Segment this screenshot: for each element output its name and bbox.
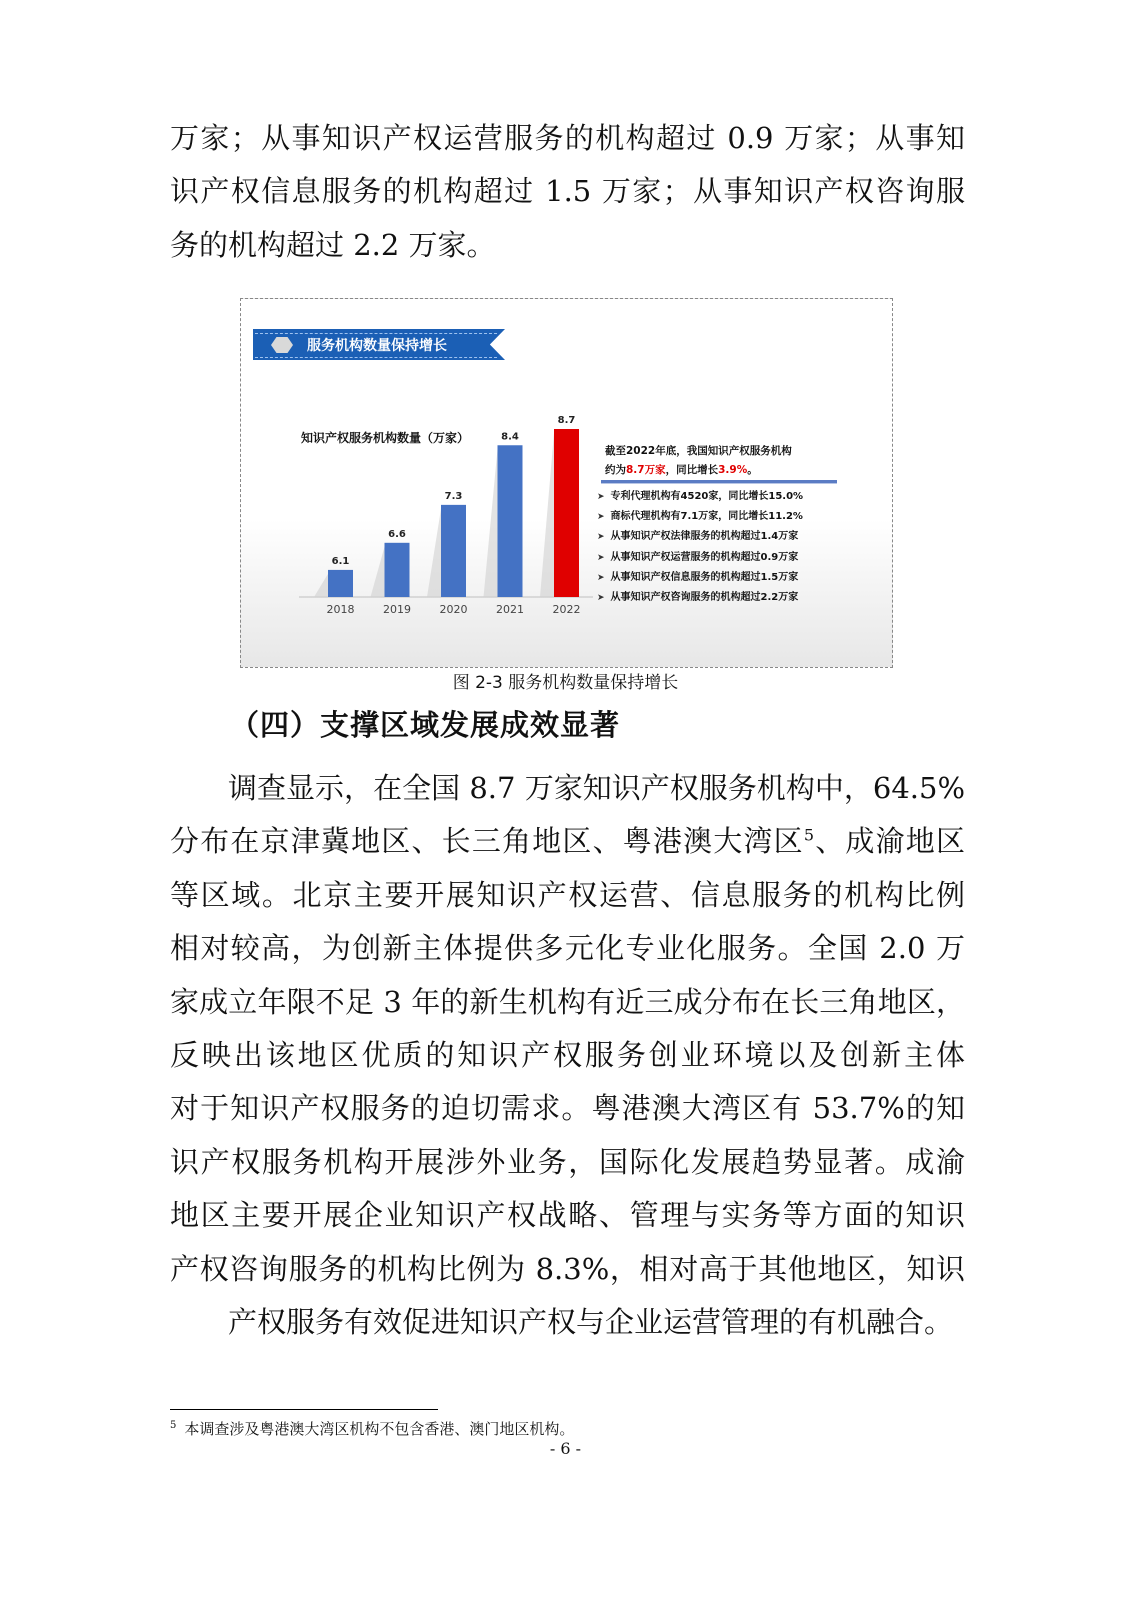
footnote-divider xyxy=(170,1409,438,1410)
text-segment: 、成渝地区 xyxy=(814,824,965,859)
text-line xyxy=(170,824,965,858)
summary-divider xyxy=(601,480,837,484)
list-item xyxy=(597,568,803,588)
data-label: 8.4 xyxy=(501,431,519,443)
list-item-text: 从事知识产权法律服务的机构超过1.4万家 xyxy=(610,531,799,543)
footnote-number: 5 xyxy=(170,1420,177,1431)
banner-title: 服务机构数量保持增长 xyxy=(307,338,447,354)
x-tick-label: 2022 xyxy=(552,603,581,616)
figure-chart-panel xyxy=(240,298,893,668)
list-item-text: 从事知识产权信息服务的机构超过1.5万家 xyxy=(610,571,799,583)
text-line: 对于知识产权服务的迫切需求。粤港澳大湾区有 53.7%的知 xyxy=(170,1091,965,1126)
list-item xyxy=(597,588,803,608)
footnote xyxy=(170,1418,574,1439)
text-line: 反映出该地区优质的知识产权服务创业环境以及创新主体 xyxy=(170,1038,965,1073)
data-label: 8.7 xyxy=(557,415,576,426)
list-item-text: 从事知识产权运营服务的机构超过0.9万家 xyxy=(610,551,799,563)
text-line-last: 务的机构超过 2.2 万家。 xyxy=(170,227,496,262)
arrow-bullet-icon: ➤ xyxy=(597,593,605,604)
text-line: 等区域。北京主要开展知识产权运营、信息服务的机构比例 xyxy=(170,877,965,912)
data-label: 7.3 xyxy=(444,490,463,502)
text-line: 万家；从事知识产权运营服务的机构超过 0.9 万家；从事知 xyxy=(170,121,965,155)
footnote-reference[interactable]: 5 xyxy=(803,825,815,845)
summary-text-b: ，同比增长 xyxy=(665,464,719,476)
bar-2021 xyxy=(498,445,523,597)
paragraph-regional xyxy=(170,762,965,1349)
summary-highlight-count: 8.7万家 xyxy=(626,464,666,476)
summary-highlight-growth: 3.9% xyxy=(718,464,748,476)
arrow-bullet-icon: ➤ xyxy=(597,552,605,563)
page-number: - 6 - xyxy=(549,1439,582,1458)
x-tick-label: 2021 xyxy=(496,603,524,616)
bar-shadow xyxy=(371,547,385,597)
text-line: 地区主要开展企业知识产权战略、管理与实务等方面的知识 xyxy=(170,1198,965,1233)
summary-line-2 xyxy=(605,461,855,480)
section-heading: （四）支撑区域发展成效显著 xyxy=(230,708,621,742)
footnote-text: 本调查涉及粤港澳大湾区机构不包含香港、澳门地区机构。 xyxy=(184,1420,575,1438)
arrow-bullet-icon: ➤ xyxy=(597,572,605,583)
arrow-bullet-icon: ➤ xyxy=(597,512,605,523)
arrow-bullet-icon: ➤ xyxy=(597,532,605,543)
text-line: 家成立年限不足 3 年的新生机构有近三成分布在长三角地区， xyxy=(170,984,965,1019)
bullet-list xyxy=(597,487,803,608)
bar-shadow xyxy=(484,449,498,597)
text-line: 识产权信息服务的机构超过 1.5 万家；从事知识产权咨询服 xyxy=(170,174,965,209)
bar-shadow xyxy=(314,574,328,597)
chart-title: 知识产权服务机构数量（万家） xyxy=(301,431,470,445)
bar-2022 xyxy=(554,429,579,597)
list-item xyxy=(597,507,803,527)
bar-2019 xyxy=(385,543,410,597)
x-tick-label: 2019 xyxy=(383,603,411,616)
data-label: 6.1 xyxy=(331,555,350,567)
bar-shadow xyxy=(427,509,441,597)
x-tick-label: 2018 xyxy=(326,603,355,616)
arrow-bullet-icon: ➤ xyxy=(597,492,605,502)
bar-shadow xyxy=(540,433,554,597)
data-label: 6.6 xyxy=(388,528,406,540)
summary-line-1: 截至2022年底，我国知识产权服务机构 xyxy=(605,445,792,457)
summary-text-c: 。 xyxy=(747,464,758,476)
text-line: 识产权服务机构开展涉外业务，国际化发展趋势显著。成渝 xyxy=(170,1144,965,1179)
list-item-text: 从事知识产权咨询服务的机构超过2.2万家 xyxy=(610,592,799,604)
bar-2020 xyxy=(441,505,466,597)
x-tick-label: 2020 xyxy=(439,603,468,616)
list-item-text: 商标代理机构有7.1万家，同比增长11.2% xyxy=(610,511,803,523)
list-item xyxy=(597,548,803,568)
text-line-last: 产权服务有效促进知识产权与企业运营管理的有机融合。 xyxy=(228,1305,954,1340)
text-line: 产权咨询服务的机构比例为 8.3%，相对高于其他地区，知识 xyxy=(170,1251,965,1286)
list-item-text: 专利代理机构有4520家，同比增长15.0% xyxy=(610,491,804,502)
figure-caption: 图 2-3 服务机构数量保持增长 xyxy=(452,673,679,693)
text-line: 相对较高，为创新主体提供多元化专业化服务。全国 2.0 万 xyxy=(170,931,965,966)
text-segment: 分布在京津冀地区、长三角地区、粤港澳大湾区 xyxy=(170,824,804,859)
list-item xyxy=(597,487,803,507)
paragraph-intro xyxy=(170,112,965,272)
bar-2018 xyxy=(328,570,353,597)
list-item xyxy=(597,527,803,547)
text-line: 调查显示，在全国 8.7 万家知识产权服务机构中，64.5% xyxy=(228,771,965,805)
summary-text-a: 约为 xyxy=(605,464,626,476)
summary-text xyxy=(605,442,855,480)
